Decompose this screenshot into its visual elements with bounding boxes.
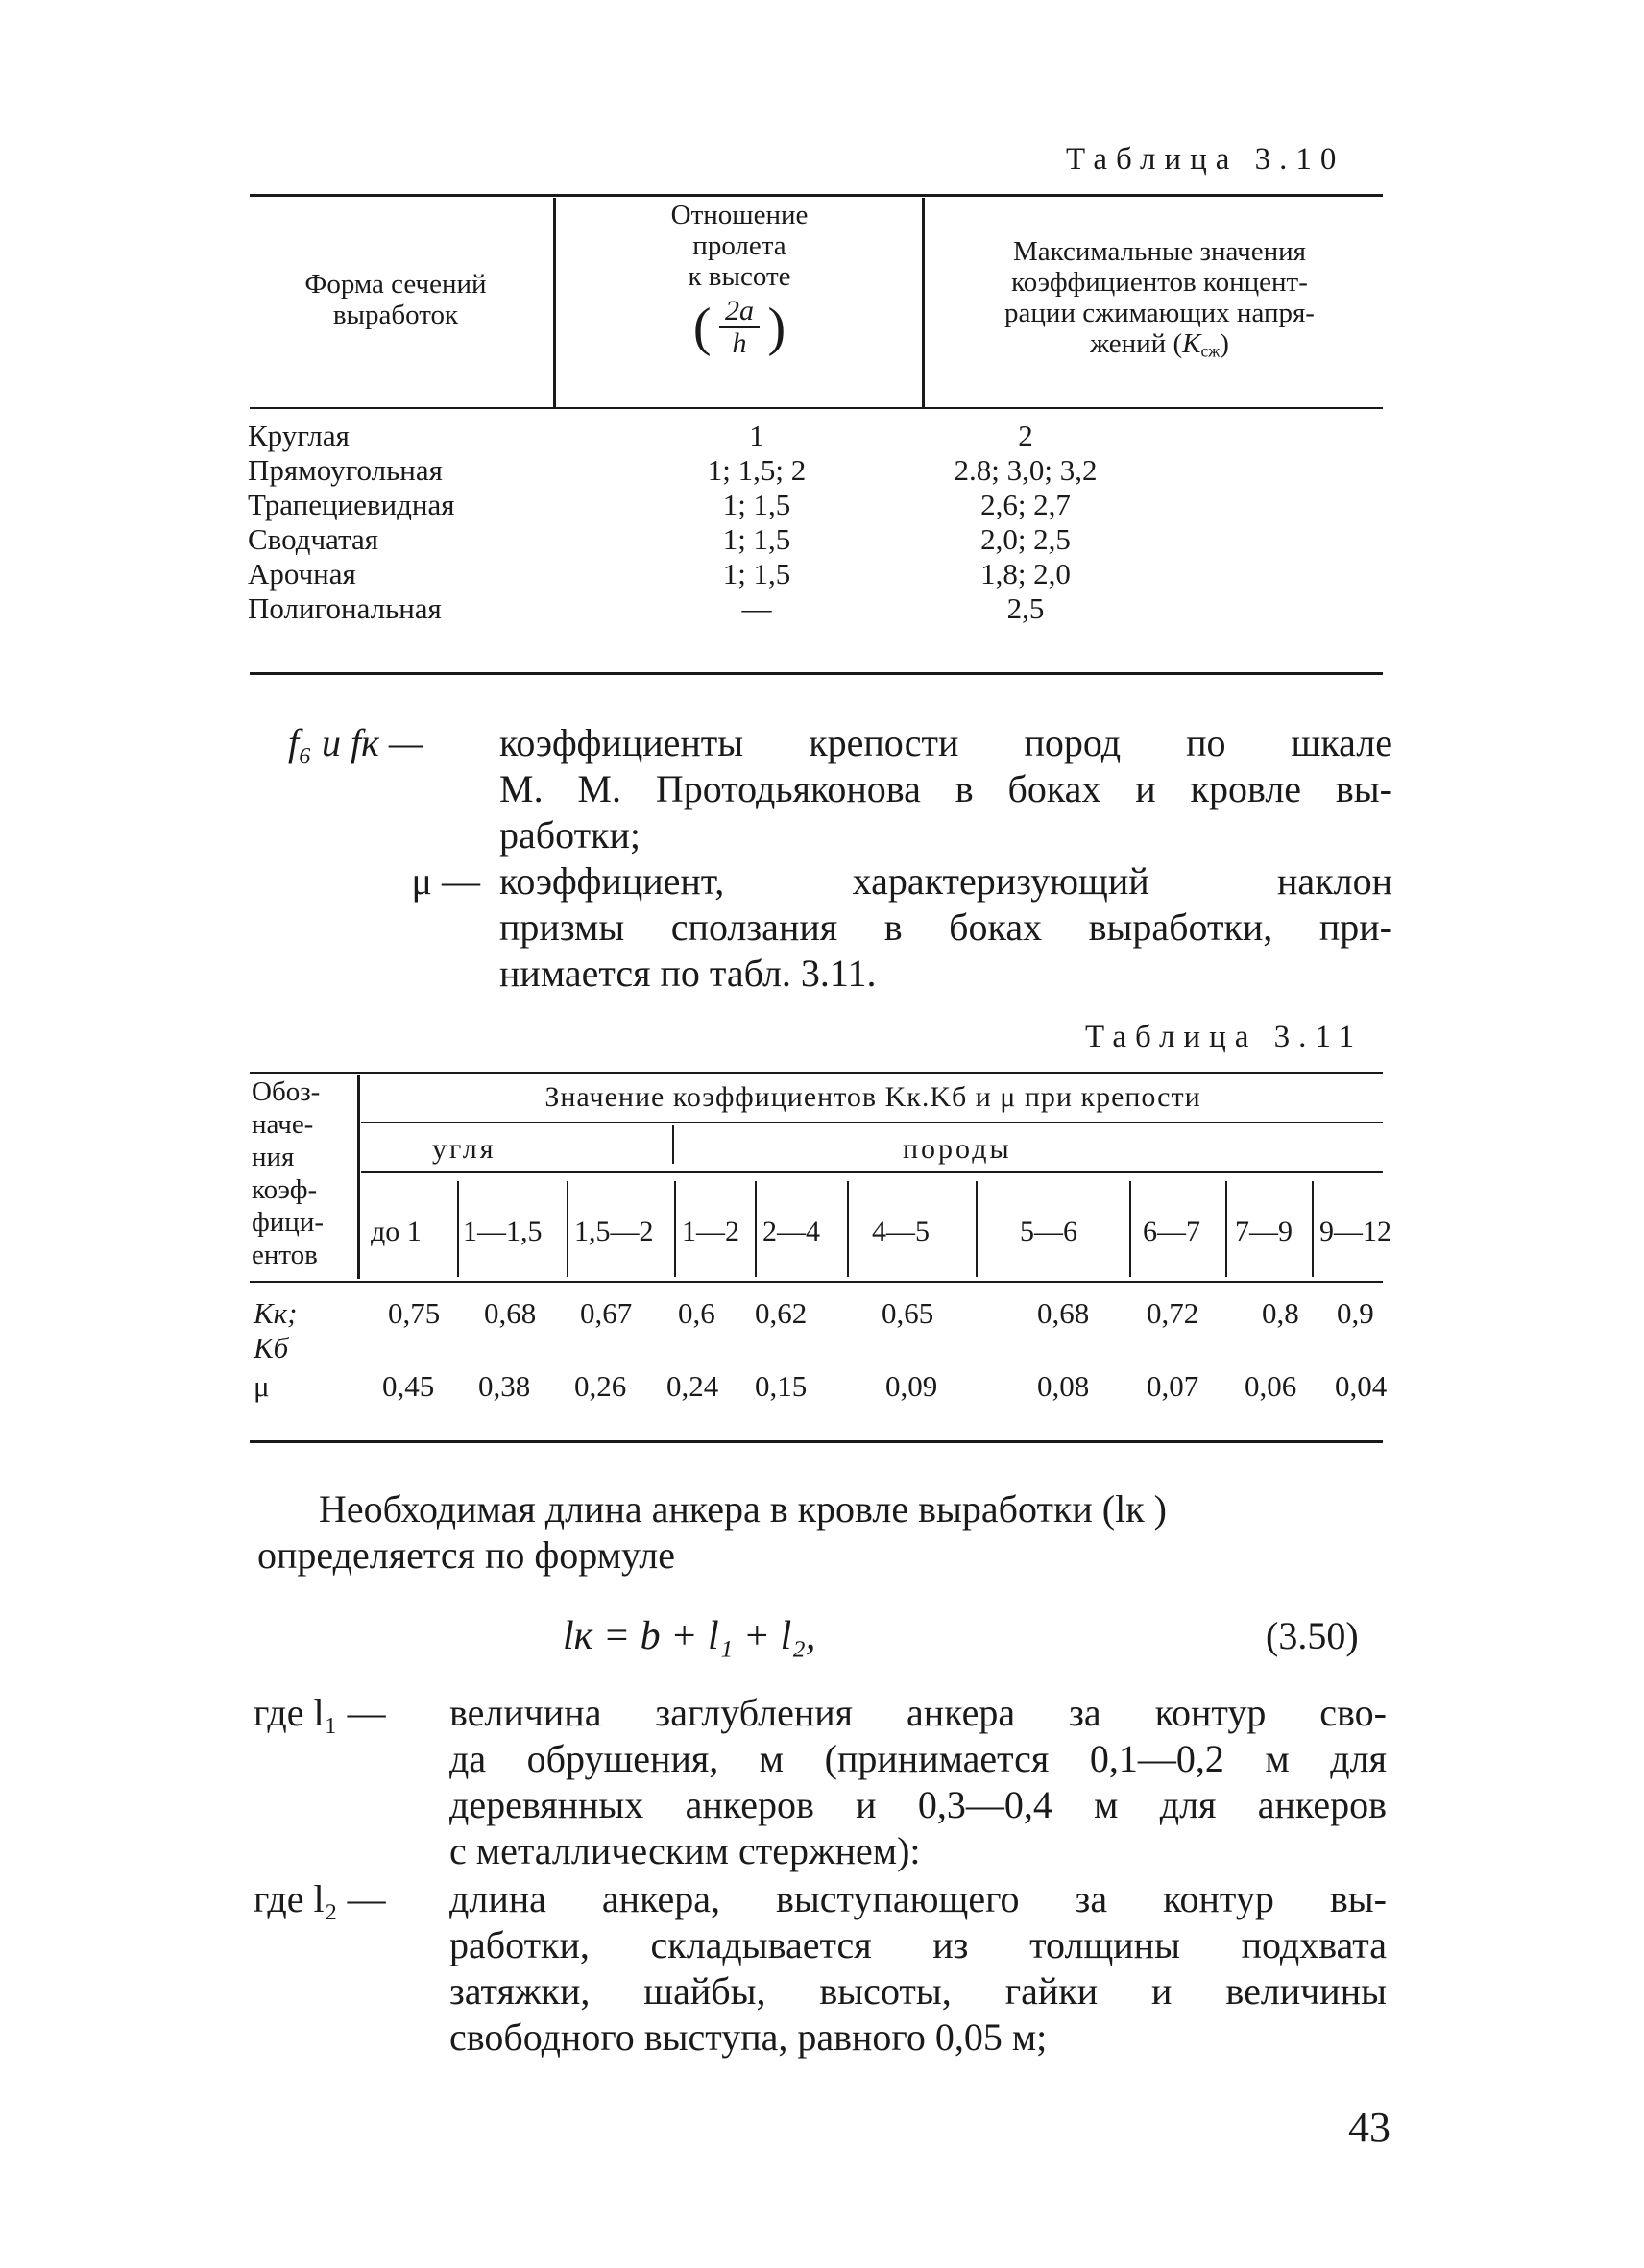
range-divider xyxy=(674,1181,676,1277)
range-cell: 9—12 xyxy=(1319,1216,1391,1247)
table-row: Арочная 1; 1,5 1,8; 2,0 xyxy=(248,557,1071,591)
range-divider xyxy=(1225,1181,1227,1277)
where-l1: где l₁ — величина заглубления анкера за контур сво- да обрушения, м (принимается 0,1—0,2 м для деревянных анкеров и 0,3—0,4 м для анкеров с металлическим стержнем): xyxy=(254,1691,1387,1872)
table-3-11-group-title: Значение коэффициентов Kк.Kб и μ при крепости xyxy=(544,1081,1201,1113)
value-cell: 0,67 xyxy=(580,1296,633,1330)
table-3-10-header-rule xyxy=(250,407,1383,409)
table-row: Круглая 1 2 xyxy=(248,419,1033,452)
table-3-11-row-mu xyxy=(252,1369,1388,1408)
table-3-10-body xyxy=(248,419,1383,626)
table-3-10-caption: Таблица 3.10 xyxy=(1066,142,1345,177)
range-cell: 1,5—2 xyxy=(574,1216,654,1247)
table-3-11-group-rule xyxy=(361,1122,1383,1123)
table-3-11-bottom-rule xyxy=(250,1440,1383,1443)
formula: lк = b + l₁ + l₂, xyxy=(563,1614,816,1658)
value-cell: 0,6 xyxy=(678,1296,715,1330)
range-cell: 5—6 xyxy=(1020,1216,1077,1247)
value-cell: 0,06 xyxy=(1245,1369,1297,1403)
table-3-10-header-ratio: Отношение пролета к высоте ( $\frac{2a}{h}$ ) xyxy=(670,200,809,359)
table-row: Полигональная — 2,5 xyxy=(248,591,1045,625)
range-cell: 7—9 xyxy=(1235,1216,1293,1247)
table-3-11-header-rule xyxy=(250,1281,1383,1283)
table-3-10-header-k: Максимальные значения коэффициентов концент- рации сжимающих напря- жений $(K_{сж})$ xyxy=(1004,236,1315,361)
table-3-10-divider-1 xyxy=(553,198,556,407)
row-label: Kк; xyxy=(254,1296,298,1330)
table-3-11-rock: породы xyxy=(903,1133,1012,1165)
table-3-10-bottom-rule xyxy=(250,672,1383,675)
value-cell: 0,15 xyxy=(755,1369,808,1403)
table-3-11-caption: Таблица 3.11 xyxy=(1085,1020,1364,1054)
range-divider xyxy=(755,1181,757,1277)
table-row: Сводчатая 1; 1,5 2,0; 2,5 xyxy=(248,522,1071,556)
range-cell: 6—7 xyxy=(1143,1216,1200,1247)
value-cell: 0,75 xyxy=(388,1296,441,1330)
value-cell: 0,24 xyxy=(666,1369,719,1403)
table-3-10-divider-2 xyxy=(922,198,925,407)
range-divider xyxy=(1129,1181,1131,1277)
value-cell: 0,09 xyxy=(885,1369,938,1403)
range-cell: 1—1,5 xyxy=(463,1216,543,1247)
where-l2: где l₂ — длина анкера, выступающего за контур вы- работки, складывается из толщины подхвата затяжки, шайбы, высоты, гайки и величины свободного выступа, равного 0,05 м; xyxy=(254,1877,1387,2059)
value-cell: 0,04 xyxy=(1335,1369,1388,1403)
table-3-11-ranges xyxy=(361,1181,1391,1277)
table-3-11-rowhead: Обоз- наче- ния коэф- фици- ентов xyxy=(252,1076,325,1270)
value-cell: 0,62 xyxy=(755,1296,808,1330)
row-label: Kб xyxy=(254,1331,289,1364)
range-cell: 2—4 xyxy=(762,1216,820,1247)
value-cell: 0,08 xyxy=(1037,1369,1090,1403)
row-label: μ xyxy=(254,1369,270,1403)
value-cell: 0,8 xyxy=(1262,1296,1299,1330)
table-3-11-top-rule xyxy=(250,1072,1383,1074)
range-divider xyxy=(1312,1181,1314,1277)
definition-mu: μ — коэффициент, характеризующий наклон призмы сползания в боках выработки, при- нимается по табл. 3.11. xyxy=(411,859,1392,995)
range-divider xyxy=(567,1181,568,1277)
value-cell: 0,45 xyxy=(382,1369,435,1403)
table-3-10-top-rule xyxy=(250,194,1383,197)
value-cell: 0,26 xyxy=(574,1369,627,1403)
table-3-11-rowhead-divider xyxy=(357,1075,360,1279)
definition-f: f₆ и fк — коэффициенты крепости пород по шкале М. М. Протодьяконова в боках и кровле вы- работки; xyxy=(288,721,1392,857)
table-3-11-row-k xyxy=(252,1296,1383,1373)
range-cell: до 1 xyxy=(371,1216,422,1247)
table-3-11-coal-rock-divider xyxy=(672,1125,674,1164)
range-divider xyxy=(847,1181,849,1277)
value-cell: 0,65 xyxy=(882,1296,934,1330)
value-cell: 0,68 xyxy=(1037,1296,1090,1330)
range-divider xyxy=(976,1181,978,1277)
table-3-11-subgroup-rule xyxy=(361,1171,1383,1173)
value-cell: 0,9 xyxy=(1337,1296,1374,1330)
range-cell: 4—5 xyxy=(872,1216,930,1247)
value-cell: 0,38 xyxy=(478,1369,531,1403)
value-cell: 0,07 xyxy=(1147,1369,1199,1403)
table-row: Прямоугольная 1; 1,5; 2 2.8; 3,0; 3,2 xyxy=(248,453,1098,487)
range-divider xyxy=(457,1181,459,1277)
table-3-11-coal: угля xyxy=(432,1133,496,1165)
table-row: Трапециевидная 1; 1,5 2,6; 2,7 xyxy=(248,488,1071,521)
paragraph: Необходимая длина анкера в кровле выработки (lк ) определяется по формуле xyxy=(257,1487,1167,1577)
table-3-10-header-form: Форма сечений выработок xyxy=(304,269,487,330)
formula-number: (3.50) xyxy=(1266,1614,1359,1657)
page-number: 43 xyxy=(1348,2104,1390,2151)
value-cell: 0,72 xyxy=(1147,1296,1199,1330)
range-cell: 1—2 xyxy=(682,1216,739,1247)
value-cell: 0,68 xyxy=(484,1296,537,1330)
